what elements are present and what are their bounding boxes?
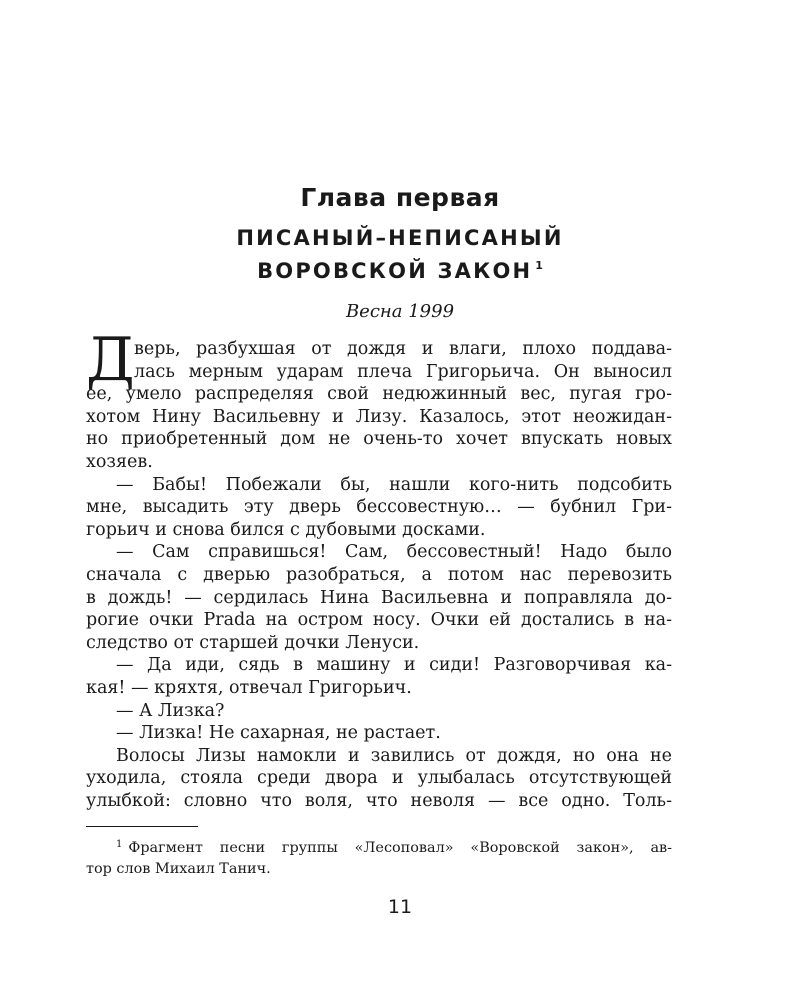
- footnote-line-2: тор слов Михаил Танич.: [86, 861, 271, 877]
- drop-cap-letter: Д: [86, 325, 135, 395]
- footnote-number: 1: [116, 839, 123, 850]
- body-text: [86, 338, 672, 812]
- page-number: 11: [387, 896, 413, 918]
- body-line: — Сам справишься! Сам, бессовестный! Надо было: [116, 542, 672, 563]
- chapter-title: [0, 224, 800, 285]
- body-line: улыбкой: словно что воля, что неволя — все одно. Толь-: [86, 790, 672, 811]
- body-line: в дождь! — сердилась Нина Васильевна и поправляла до-: [86, 587, 672, 608]
- body-line: верь, разбухшая от дождя и влаги, плохо поддава-: [134, 339, 672, 359]
- body-line: кая! — кряхтя, отвечал Григорьич.: [86, 677, 412, 698]
- footnote-line-1: [86, 834, 672, 859]
- body-line: — Бабы! Побежали бы, нашли кого-нить подсобить: [116, 474, 672, 495]
- body-line: но приобретенный дом не очень-то хочет впускать новых: [86, 429, 672, 450]
- body-line: следство от старшей дочки Ленуси.: [86, 632, 420, 653]
- body-line: — Лизка! Не сахарная, не растает.: [116, 723, 441, 744]
- body-line: уходила, стояла среди двора и улыбалась отсутствующей: [86, 768, 672, 789]
- chapter-date: Весна 1999: [345, 301, 455, 322]
- chapter-title-line-1: ПИСАНЫЙ–НЕПИСАНЫЙ: [236, 226, 564, 250]
- body-line: горьич и снова бился с дубовыми досками.: [86, 519, 486, 540]
- body-line: рогие очки Prada на остром носу. Очки ей достались в на-: [86, 610, 672, 631]
- body-line: лась мерным ударам плеча Григорьича. Он выносил: [134, 361, 672, 382]
- body-line: сначала с дверью разобраться, а потом нас перевозить: [86, 564, 672, 585]
- chapter-title-line-2-text: ВОРОВСКОЙ ЗАКОН: [257, 259, 533, 283]
- body-line: хотом Нину Васильевну и Лизу. Казалось, этот неожидан-: [86, 406, 672, 427]
- footnote-text-1: Фрагмент песни группы «Лесоповал» «Воровской закон», ав-: [128, 840, 672, 856]
- chapter-heading: Глава первая: [300, 183, 500, 212]
- footnote-reference[interactable]: 1: [535, 259, 543, 272]
- body-line: — Да иди, сядь в машину и сиди! Разговорчивая ка-: [116, 655, 672, 676]
- body-line: мне, высадить эту дверь бессовестную… — бубнил Гри-: [86, 497, 672, 518]
- footnote: [86, 834, 672, 880]
- footnote-divider: [86, 826, 198, 827]
- body-line: хозяев.: [86, 451, 153, 472]
- chapter-title-line-2: [0, 252, 800, 285]
- body-line: Волосы Лизы намокли и завились от дождя, но она не: [116, 745, 672, 766]
- body-line: ее, умело распределяя свой недюжинный вес, пугая гро-: [86, 384, 672, 405]
- body-line: — А Лизка?: [116, 700, 225, 721]
